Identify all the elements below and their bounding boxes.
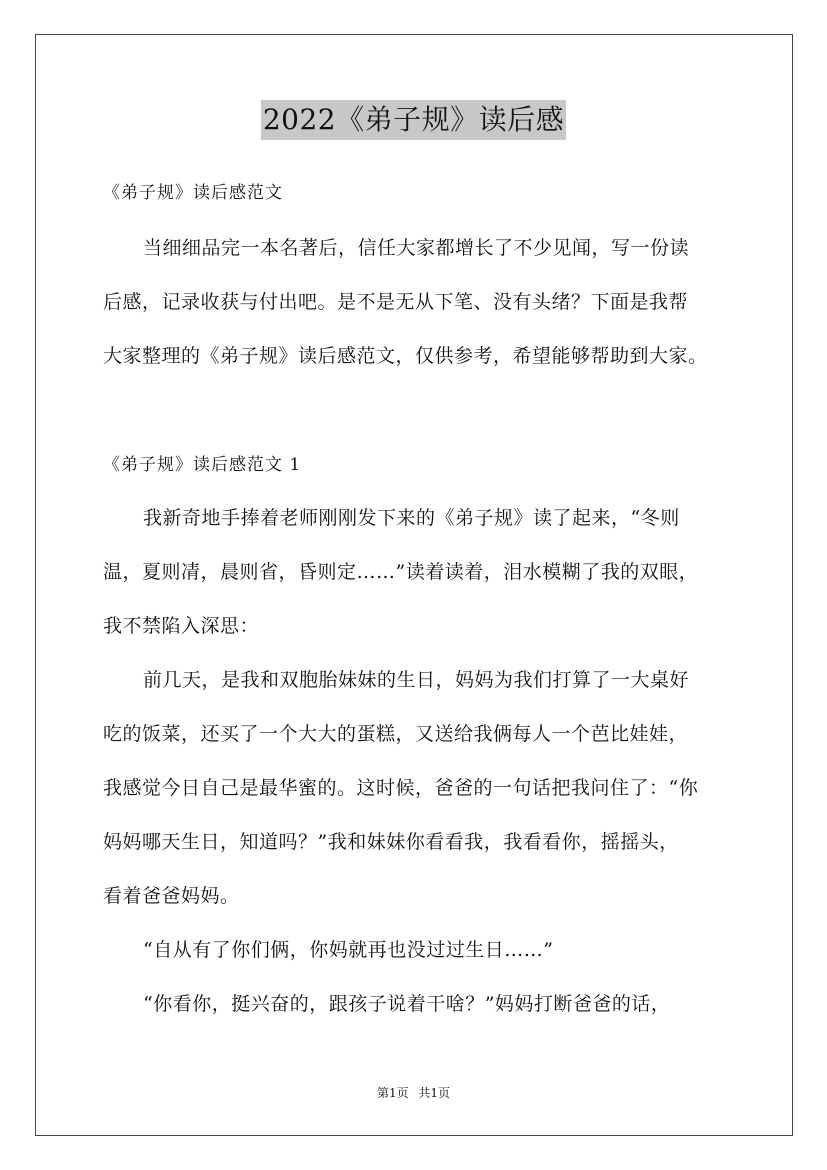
- intro-line-3: 大家整理的《弟子规》读后感范文，仅供参考，希望能够帮助到大家。: [103, 345, 708, 367]
- body-line-9: “自从有了你们俩，你妈就再也没过过生日……”: [143, 939, 554, 961]
- document-title: 2022《弟子规》读后感: [261, 100, 566, 140]
- body-line-5: 吃的饭菜，还买了一个大大的蛋糕，又送给我俩每人一个芭比娃娃，: [103, 723, 689, 745]
- body-line-7: 妈妈哪天生日，知道吗？”我和妹妹你看看我，我看看你，摇摇头，: [103, 831, 679, 853]
- body-line-3: 我不禁陷入深思：: [103, 615, 260, 637]
- body-line-10: “你看你，挺兴奋的，跟孩子说着干啥？”妈妈打断爸爸的话，: [143, 993, 671, 1015]
- intro-line-1: 当细细品完一本名著后，信任大家都增长了不少见闻，写一份读: [143, 237, 690, 259]
- body-line-2: 温，夏则凊，晨则省，昏则定……”读着读着，泪水模糊了我的双眼，: [103, 561, 699, 583]
- page-footer: [0, 1084, 827, 1101]
- intro-line-2: 后感，记录收获与付出吧。是不是无从下笔、没有头绪？下面是我帮: [103, 291, 689, 313]
- body-line-8: 看着爸爸妈妈。: [103, 885, 240, 907]
- body-line-4: 前几天，是我和双胞胎妹妹的生日，妈妈为我们打算了一大桌好: [143, 669, 690, 691]
- section-heading-intro: 《弟子规》读后感范文: [103, 183, 283, 203]
- title-container: [0, 100, 827, 140]
- page-number: 第1页: [376, 1086, 409, 1100]
- body-line-1: 我新奇地手捧着老师刚刚发下来的《弟子规》读了起来，“冬则: [143, 507, 680, 529]
- total-pages: 共1页: [418, 1086, 451, 1100]
- section-heading-essay-1: 《弟子规》读后感范文 1: [103, 455, 302, 475]
- body-line-6: 我感觉今日自己是最华蜜的。这时候，爸爸的一句话把我问住了：“你: [103, 777, 699, 799]
